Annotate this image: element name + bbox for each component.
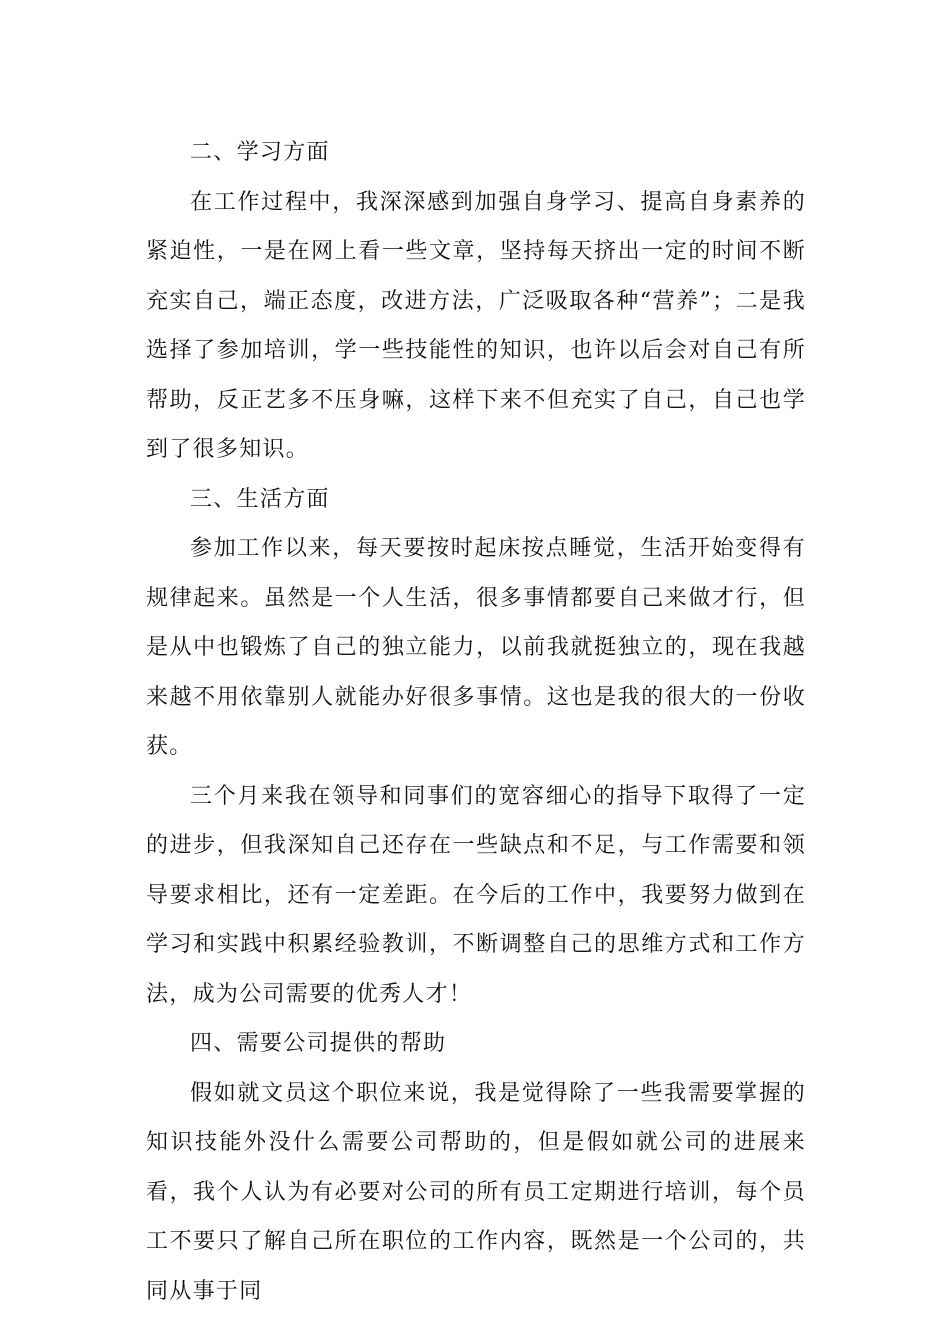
section-heading-study: 二、学习方面 bbox=[190, 140, 330, 165]
document-body bbox=[146, 128, 806, 1316]
paragraph-help: 假如就文员这个职位来说，我是觉得除了一些我需要掌握的知识技能外没什么需要公司帮助的，但是假如就公司的进展来看，我个人认为有必要对公司的所有员工定期进行培训，每个员工不要只了解自己所在职位的工作内容，既然是一个公司的，共同从事于同 bbox=[146, 1080, 806, 1304]
paragraph-study: 在工作过程中，我深深感到加强自身学习、提高自身素养的紧迫性，一是在网上看一些文章，坚持每天挤出一定的时间不断充实自己，端正态度，改进方法，广泛吸取各种“营养”；二是我选择了参加培训，学一些技能性的知识，也许以后会对自己有所帮助，反正艺多不压身嘛，这样下来不但充实了自己，自己也学到了很多知识。 bbox=[146, 189, 806, 462]
paragraph-life: 参加工作以来，每天要按时起床按点睡觉，生活开始变得有规律起来。虽然是一个人生活，很多事情都要自己来做才行，但是从中也锻炼了自己的独立能力，以前我就挺独立的，现在我越来越不用依靠别人就能办好很多事情。这也是我的很大的一份收获。 bbox=[146, 536, 806, 759]
paragraph-summary: 三个月来我在领导和同事们的宽容细心的指导下取得了一定的进步，但我深知自己还存在一些缺点和不足，与工作需要和领导要求相比，还有一定差距。在今后的工作中，我要努力做到在学习和实践中积累经验教训，不断调整自己的思维方式和工作方法，成为公司需要的优秀人才！ bbox=[146, 783, 806, 1007]
section-heading-life: 三、生活方面 bbox=[190, 486, 330, 512]
section-heading-help: 四、需要公司提供的帮助 bbox=[190, 1031, 447, 1056]
